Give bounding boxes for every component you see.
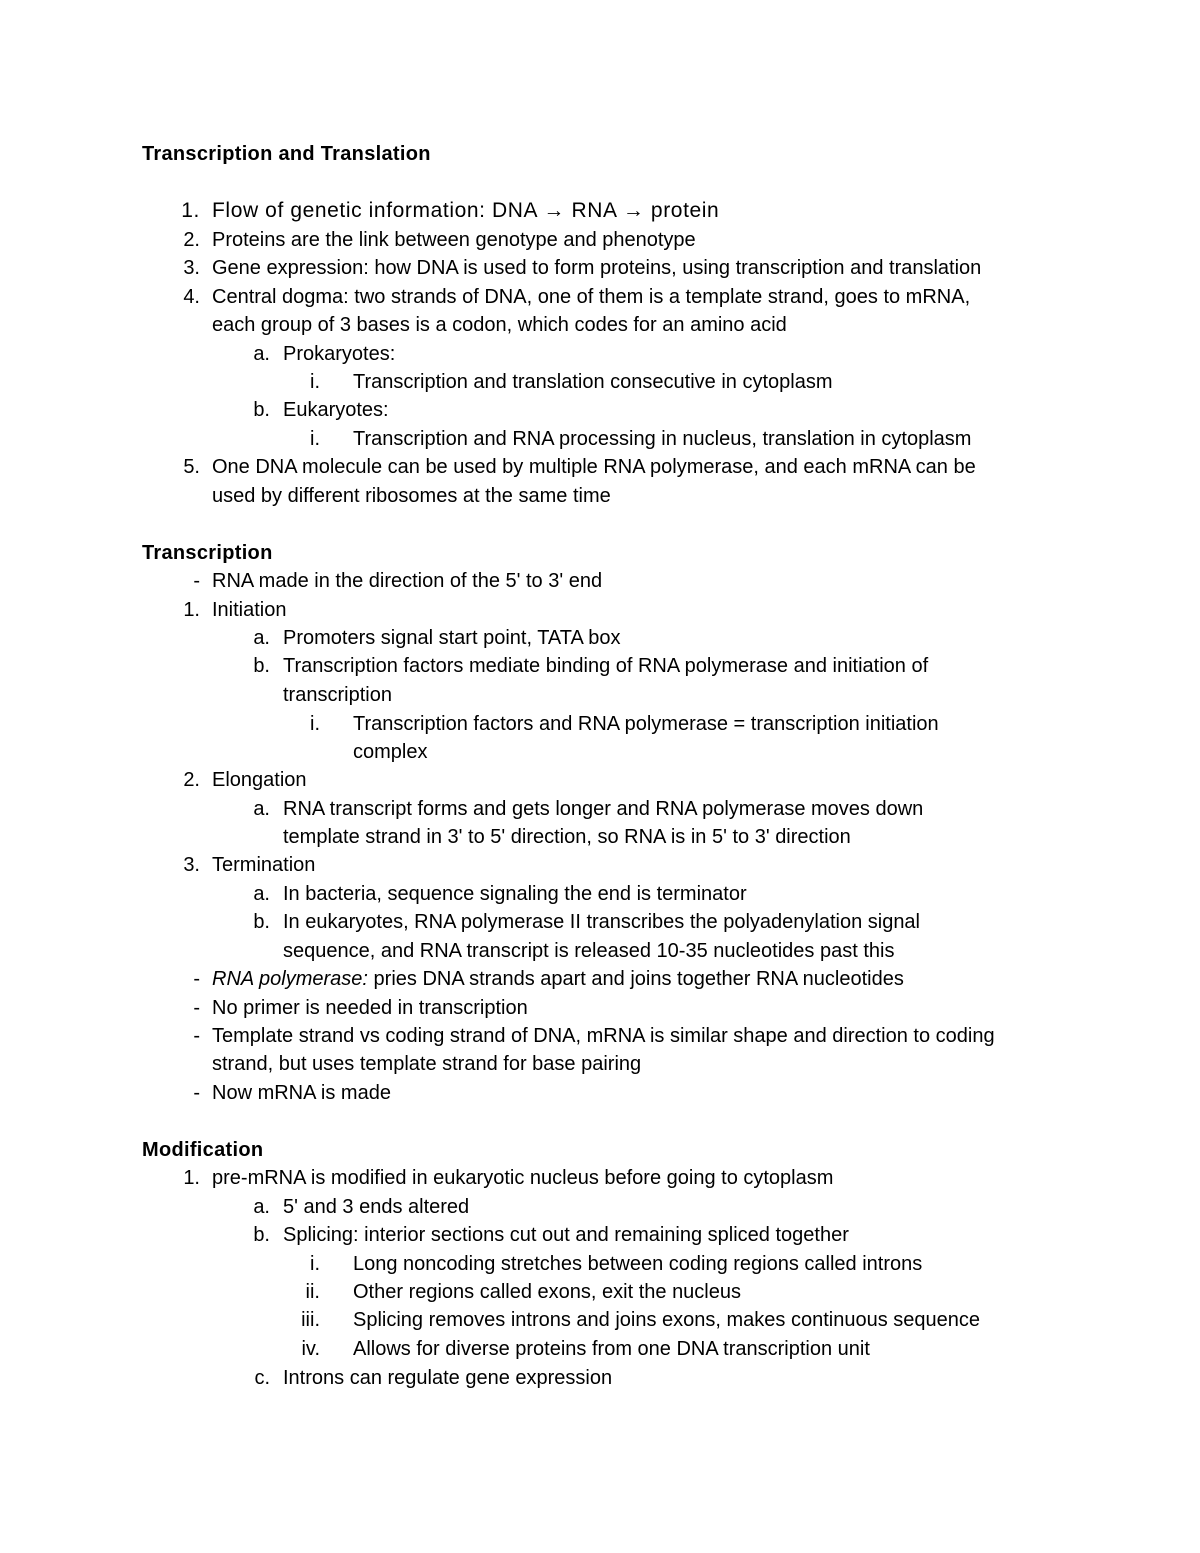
list-text: Other regions called exons, exit the nucleus bbox=[353, 1281, 741, 1303]
list-marker: 1. bbox=[183, 1167, 200, 1189]
list-marker: i. bbox=[310, 428, 320, 450]
list-text: Proteins are the link between genotype and phenotype bbox=[212, 229, 696, 251]
list-text: Initiation bbox=[212, 599, 287, 621]
list-marker: b. bbox=[253, 655, 270, 677]
list-text bbox=[212, 965, 904, 993]
section-heading bbox=[0, 539, 1200, 567]
list-marker: a. bbox=[253, 343, 270, 365]
list-text: RNA made in the direction of the 5' to 3' end bbox=[212, 570, 603, 592]
list-text: Splicing: interior sections cut out and remaining spliced together bbox=[283, 1224, 849, 1246]
list-item bbox=[0, 652, 1200, 680]
list-item bbox=[0, 340, 1200, 368]
list-item bbox=[0, 1335, 1200, 1363]
list-item bbox=[0, 197, 1200, 225]
list-marker: 3. bbox=[183, 854, 200, 876]
list-text: No primer is needed in transcription bbox=[212, 997, 528, 1019]
list-item bbox=[0, 1306, 1200, 1334]
list-text: In bacteria, sequence signaling the end is terminator bbox=[283, 883, 747, 905]
bullet-dash: - bbox=[193, 968, 200, 990]
list-item bbox=[0, 453, 1200, 481]
list-text: Transcription factors mediate binding of RNA polymerase and initiation of bbox=[283, 655, 929, 677]
list-text: strand, but uses template strand for base pairing bbox=[212, 1053, 642, 1075]
list-marker: 3. bbox=[183, 257, 200, 279]
list-text: Template strand vs coding strand of DNA, mRNA is similar shape and direction to coding bbox=[212, 1025, 995, 1047]
list-item bbox=[0, 766, 1200, 794]
list-text: Eukaryotes: bbox=[283, 399, 389, 421]
list-item bbox=[0, 1250, 1200, 1278]
list-item bbox=[0, 368, 1200, 396]
list-item bbox=[0, 254, 1200, 282]
list-text: Now mRNA is made bbox=[212, 1082, 391, 1104]
list-text: RNA transcript forms and gets longer and RNA polymerase moves down bbox=[283, 798, 924, 820]
list-marker: a. bbox=[253, 883, 270, 905]
list-item bbox=[0, 1221, 1200, 1249]
section-heading bbox=[0, 140, 1200, 168]
bullet-dash: - bbox=[193, 1082, 200, 1104]
list-marker: 1. bbox=[183, 599, 200, 621]
list-marker: 1. bbox=[181, 199, 200, 222]
list-marker: a. bbox=[253, 798, 270, 820]
list-item-continuation bbox=[0, 823, 1200, 851]
list-text: Flow of genetic information: DNA → RNA → protein bbox=[212, 199, 720, 222]
list-text: Promoters signal start point, TATA box bbox=[283, 627, 621, 649]
bullet-item bbox=[0, 965, 1200, 993]
section-title: Modification bbox=[142, 1139, 264, 1161]
list-item bbox=[0, 624, 1200, 652]
list-marker: b. bbox=[253, 911, 270, 933]
list-text: Termination bbox=[212, 854, 316, 876]
list-item-continuation bbox=[0, 482, 1200, 510]
bullet-dash: - bbox=[193, 570, 200, 592]
list-text: Transcription and translation consecutive in cytoplasm bbox=[353, 371, 833, 393]
list-item bbox=[0, 283, 1200, 311]
list-marker: 5. bbox=[183, 456, 200, 478]
list-text: Splicing removes introns and joins exons, makes continuous sequence bbox=[353, 1309, 981, 1331]
bullet-dash: - bbox=[193, 997, 200, 1019]
list-text: sequence, and RNA transcript is released 10-35 nucleotides past this bbox=[283, 940, 895, 962]
list-marker: 2. bbox=[183, 229, 200, 251]
list-text: Gene expression: how DNA is used to form proteins, using transcription and translation bbox=[212, 257, 982, 279]
list-item bbox=[0, 1278, 1200, 1306]
list-marker: 4. bbox=[183, 286, 200, 308]
list-item bbox=[0, 1193, 1200, 1221]
list-marker: i. bbox=[310, 713, 320, 735]
section-title: Transcription and Translation bbox=[142, 143, 431, 165]
bullet-item bbox=[0, 994, 1200, 1022]
list-marker: iii. bbox=[301, 1309, 320, 1331]
list-text: Allows for diverse proteins from one DNA transcription unit bbox=[353, 1338, 870, 1360]
bullet-item bbox=[0, 567, 1200, 595]
list-marker: a. bbox=[253, 627, 270, 649]
list-marker: 2. bbox=[183, 769, 200, 791]
list-text: Transcription and RNA processing in nucleus, translation in cytoplasm bbox=[353, 428, 972, 450]
list-text: In eukaryotes, RNA polymerase II transcribes the polyadenylation signal bbox=[283, 911, 921, 933]
list-text: pre-mRNA is modified in eukaryotic nucleus before going to cytoplasm bbox=[212, 1167, 834, 1189]
list-marker: a. bbox=[253, 1196, 270, 1218]
list-marker: b. bbox=[253, 399, 270, 421]
list-item bbox=[0, 880, 1200, 908]
list-text: used by different ribosomes at the same time bbox=[212, 485, 611, 507]
term: RNA polymerase: bbox=[212, 968, 368, 990]
list-item bbox=[0, 851, 1200, 879]
list-text: template strand in 3' to 5' direction, so RNA is in 5' to 3' direction bbox=[283, 826, 851, 848]
list-text: Prokaryotes: bbox=[283, 343, 396, 365]
list-item bbox=[0, 908, 1200, 936]
list-text: complex bbox=[353, 741, 428, 763]
list-text: One DNA molecule can be used by multiple RNA polymerase, and each mRNA can be bbox=[212, 456, 976, 478]
list-item bbox=[0, 710, 1200, 738]
section-title: Transcription bbox=[142, 542, 273, 564]
list-text: Transcription factors and RNA polymerase = transcription initiation bbox=[353, 713, 939, 735]
list-item-continuation bbox=[0, 1050, 1200, 1078]
list-item bbox=[0, 596, 1200, 624]
list-item-continuation bbox=[0, 311, 1200, 339]
list-text: 5' and 3 ends altered bbox=[283, 1196, 470, 1218]
list-marker: c. bbox=[254, 1367, 270, 1389]
list-text: transcription bbox=[283, 684, 392, 706]
bullet-item bbox=[0, 1022, 1200, 1050]
list-item-continuation bbox=[0, 937, 1200, 965]
list-item-continuation bbox=[0, 681, 1200, 709]
list-item-continuation bbox=[0, 738, 1200, 766]
list-item bbox=[0, 226, 1200, 254]
list-marker: ii. bbox=[305, 1281, 320, 1303]
term-definition: pries DNA strands apart and joins together RNA nucleotides bbox=[367, 968, 904, 990]
list-item bbox=[0, 1164, 1200, 1192]
list-text: Elongation bbox=[212, 769, 307, 791]
list-marker: i. bbox=[310, 1253, 320, 1275]
list-item bbox=[0, 425, 1200, 453]
list-marker: iv. bbox=[301, 1338, 320, 1360]
list-text: Central dogma: two strands of DNA, one of them is a template strand, goes to mRNA, bbox=[212, 286, 971, 308]
section-heading bbox=[0, 1136, 1200, 1164]
list-item bbox=[0, 396, 1200, 424]
list-marker: b. bbox=[253, 1224, 270, 1246]
bullet-item bbox=[0, 1079, 1200, 1107]
list-item bbox=[0, 1364, 1200, 1392]
list-item bbox=[0, 795, 1200, 823]
list-marker: i. bbox=[310, 371, 320, 393]
list-text: Introns can regulate gene expression bbox=[283, 1367, 613, 1389]
list-text: Long noncoding stretches between coding regions called introns bbox=[353, 1253, 923, 1275]
bullet-dash: - bbox=[193, 1025, 200, 1047]
list-text: each group of 3 bases is a codon, which codes for an amino acid bbox=[212, 314, 787, 336]
